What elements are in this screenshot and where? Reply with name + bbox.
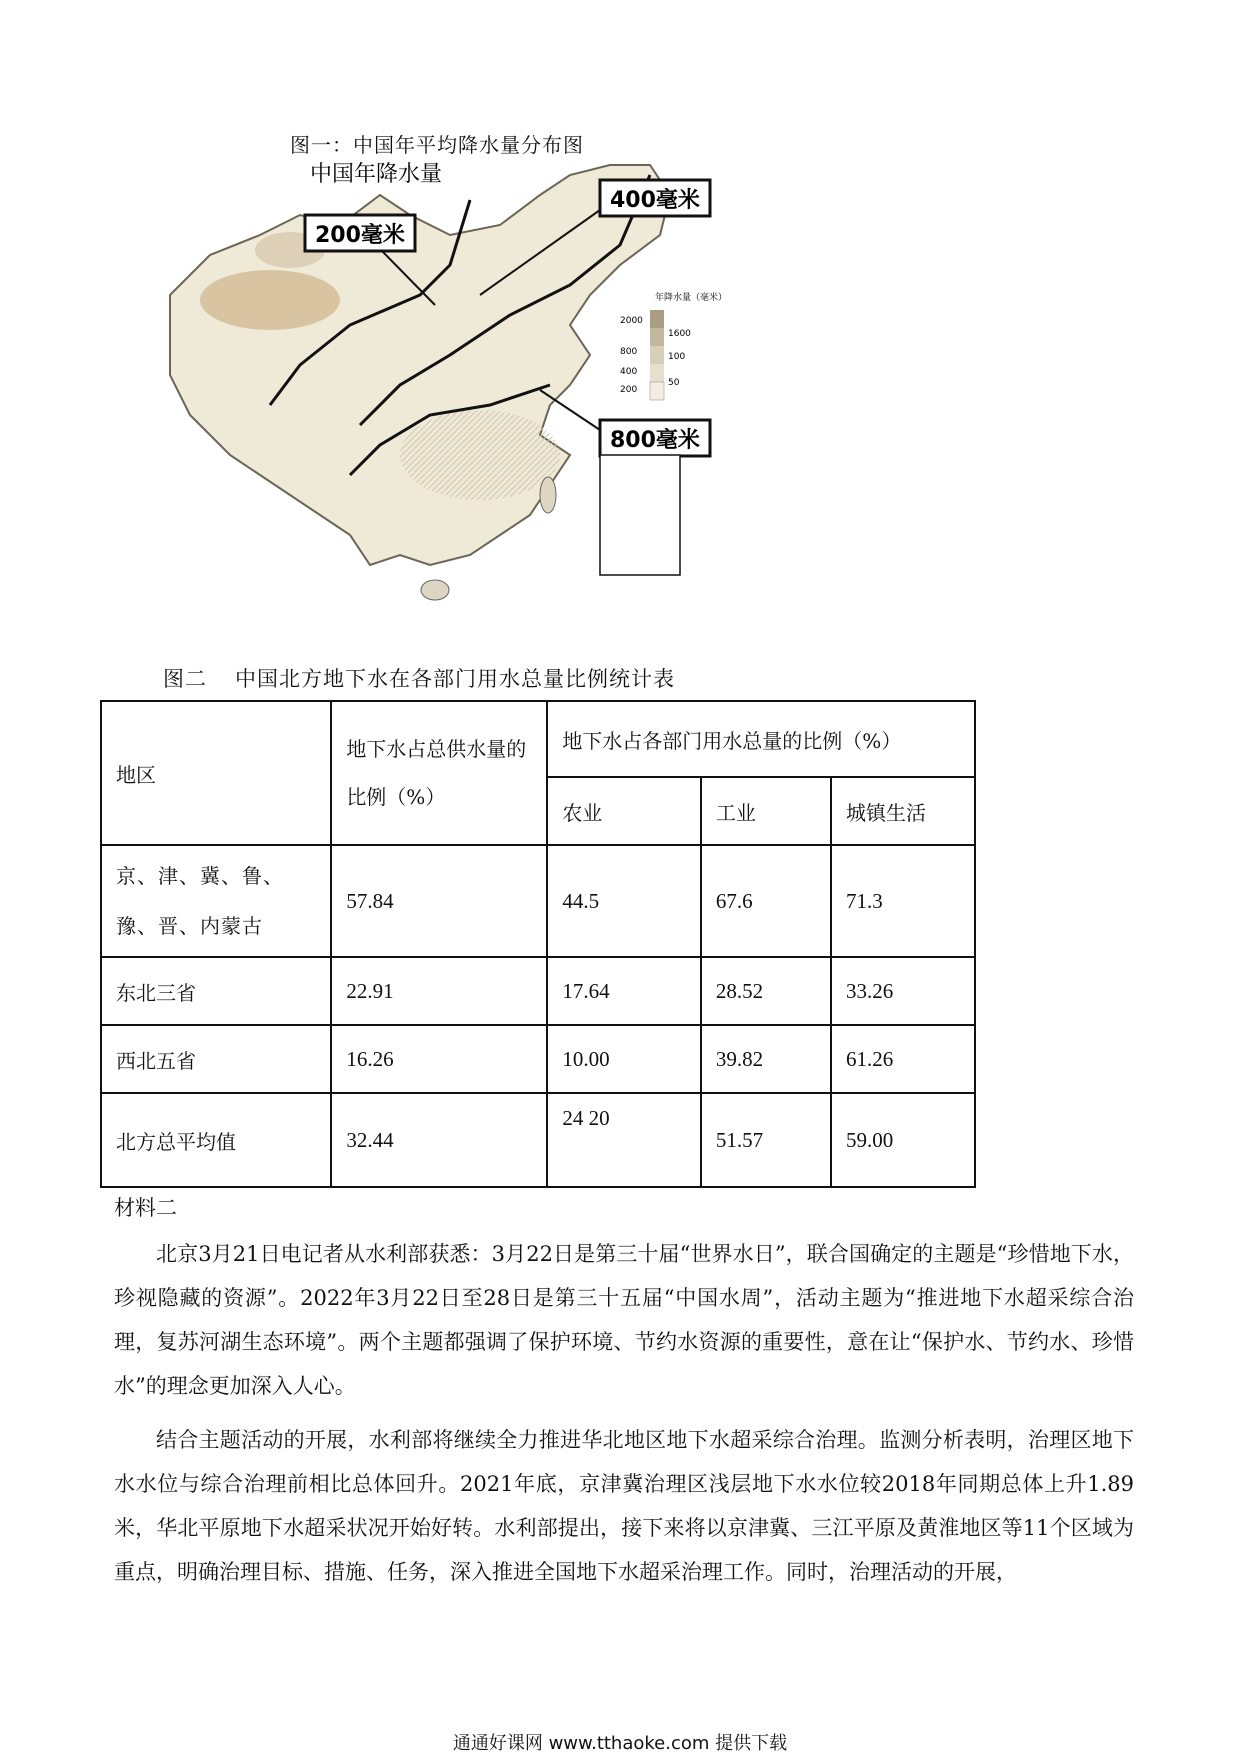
southern-wet-area bbox=[400, 410, 560, 500]
table-header-row bbox=[101, 701, 975, 777]
china-precipitation-map bbox=[150, 155, 780, 645]
cell-total: 22.91 bbox=[331, 957, 547, 1025]
table-row bbox=[101, 957, 975, 1025]
cell-urban: 59.00 bbox=[831, 1093, 975, 1187]
cell-industry: 67.6 bbox=[701, 845, 831, 957]
header-agriculture: 农业 bbox=[547, 777, 701, 845]
south-china-sea-inset bbox=[600, 455, 680, 575]
cell-industry: 39.82 bbox=[701, 1025, 831, 1093]
svg-text:200: 200 bbox=[620, 385, 638, 395]
figure1-title: 图一：中国年平均降水量分布图 bbox=[290, 133, 584, 157]
cell-agriculture: 44.5 bbox=[547, 845, 701, 957]
cell-region: 京、津、冀、鲁、豫、晋、内蒙古 bbox=[101, 845, 331, 957]
header-share-sectors: 地下水占各部门用水总量的比例（%） bbox=[547, 701, 975, 777]
svg-text:年降水量（毫米）: 年降水量（毫米） bbox=[655, 293, 728, 303]
svg-text:50: 50 bbox=[668, 378, 680, 388]
cell-total: 57.84 bbox=[331, 845, 547, 957]
cell-agriculture: 17.64 bbox=[547, 957, 701, 1025]
header-region: 地区 bbox=[101, 701, 331, 845]
cell-region: 东北三省 bbox=[101, 957, 331, 1025]
cell-total: 32.44 bbox=[331, 1093, 547, 1187]
footer-source: 通通好课网 www.tthaoke.com 提供下载 bbox=[452, 1733, 788, 1754]
cell-industry: 51.57 bbox=[701, 1093, 831, 1187]
cell-region: 西北五省 bbox=[101, 1025, 331, 1093]
svg-text:100: 100 bbox=[668, 352, 686, 362]
material2-paragraph-2: 结合主题活动的开展，水利部将继续全力推进华北地区地下水超采综合治理。监测分析表明，治理区地下水水位与综合治理前相比总体回升。2021年底，京津冀治理区浅层地下水水位较2018年同期总体上升1.89米，华北平原地下水超采状况开始好转。水利部提出，接下来将以京津冀、三江平原及黄淮地区等11个区域为重点，明确治理目标、措施、任务，深入推进全国地下水超采治理工作。同时，治理活动的开展， bbox=[114, 1428, 1134, 1584]
table-row bbox=[101, 1093, 975, 1187]
tarim-basin bbox=[200, 270, 340, 330]
header-share-total: 地下水占总供水量的比例（%） bbox=[331, 701, 547, 845]
figure2-caption bbox=[163, 663, 675, 693]
figure2-caption-prefix: 图二 bbox=[163, 667, 207, 691]
cell-region: 北方总平均值 bbox=[101, 1093, 331, 1187]
china-outline bbox=[170, 165, 670, 565]
taiwan-island bbox=[540, 477, 556, 513]
precipitation-legend bbox=[620, 291, 727, 400]
table-row bbox=[101, 1025, 975, 1093]
svg-text:800: 800 bbox=[620, 347, 638, 357]
header-urban: 城镇生活 bbox=[831, 777, 975, 845]
map-heading: 中国年降水量 bbox=[310, 162, 443, 187]
groundwater-table bbox=[100, 700, 976, 1188]
table-row bbox=[101, 845, 975, 957]
cell-total: 16.26 bbox=[331, 1025, 547, 1093]
label-800mm bbox=[540, 390, 710, 456]
material2-paragraph-1: 北京3月21日电记者从水利部获悉：3月22日是第三十届“世界水日”，联合国确定的主题是“珍惜地下水，珍视隐藏的资源”。2022年3月22日至28日是第三十五届“中国水周”，活动主题为“推进地下水超采综合治理，复苏河湖生态环境”。两个主题都强调了保护环境、节约水资源的重要性，意在让“保护水、节约水、珍惜水”的理念更加深入人心。 bbox=[114, 1242, 1134, 1398]
svg-text:400毫米: 400毫米 bbox=[610, 188, 700, 213]
figure2-caption-text: 中国北方地下水在各部门用水总量比例统计表 bbox=[235, 667, 675, 691]
cell-agriculture: 24 20 bbox=[547, 1093, 701, 1187]
cell-urban: 61.26 bbox=[831, 1025, 975, 1093]
svg-text:800毫米: 800毫米 bbox=[610, 428, 700, 453]
cell-urban: 33.26 bbox=[831, 957, 975, 1025]
svg-text:1600: 1600 bbox=[668, 329, 691, 339]
svg-text:400: 400 bbox=[620, 367, 638, 377]
material2-label: 材料二 bbox=[114, 1196, 177, 1220]
hainan-island bbox=[421, 580, 449, 600]
cell-agriculture: 10.00 bbox=[547, 1025, 701, 1093]
cell-industry: 28.52 bbox=[701, 957, 831, 1025]
cell-urban: 71.3 bbox=[831, 845, 975, 957]
svg-text:2000: 2000 bbox=[620, 316, 643, 326]
svg-text:200毫米: 200毫米 bbox=[315, 223, 405, 248]
header-industry: 工业 bbox=[701, 777, 831, 845]
